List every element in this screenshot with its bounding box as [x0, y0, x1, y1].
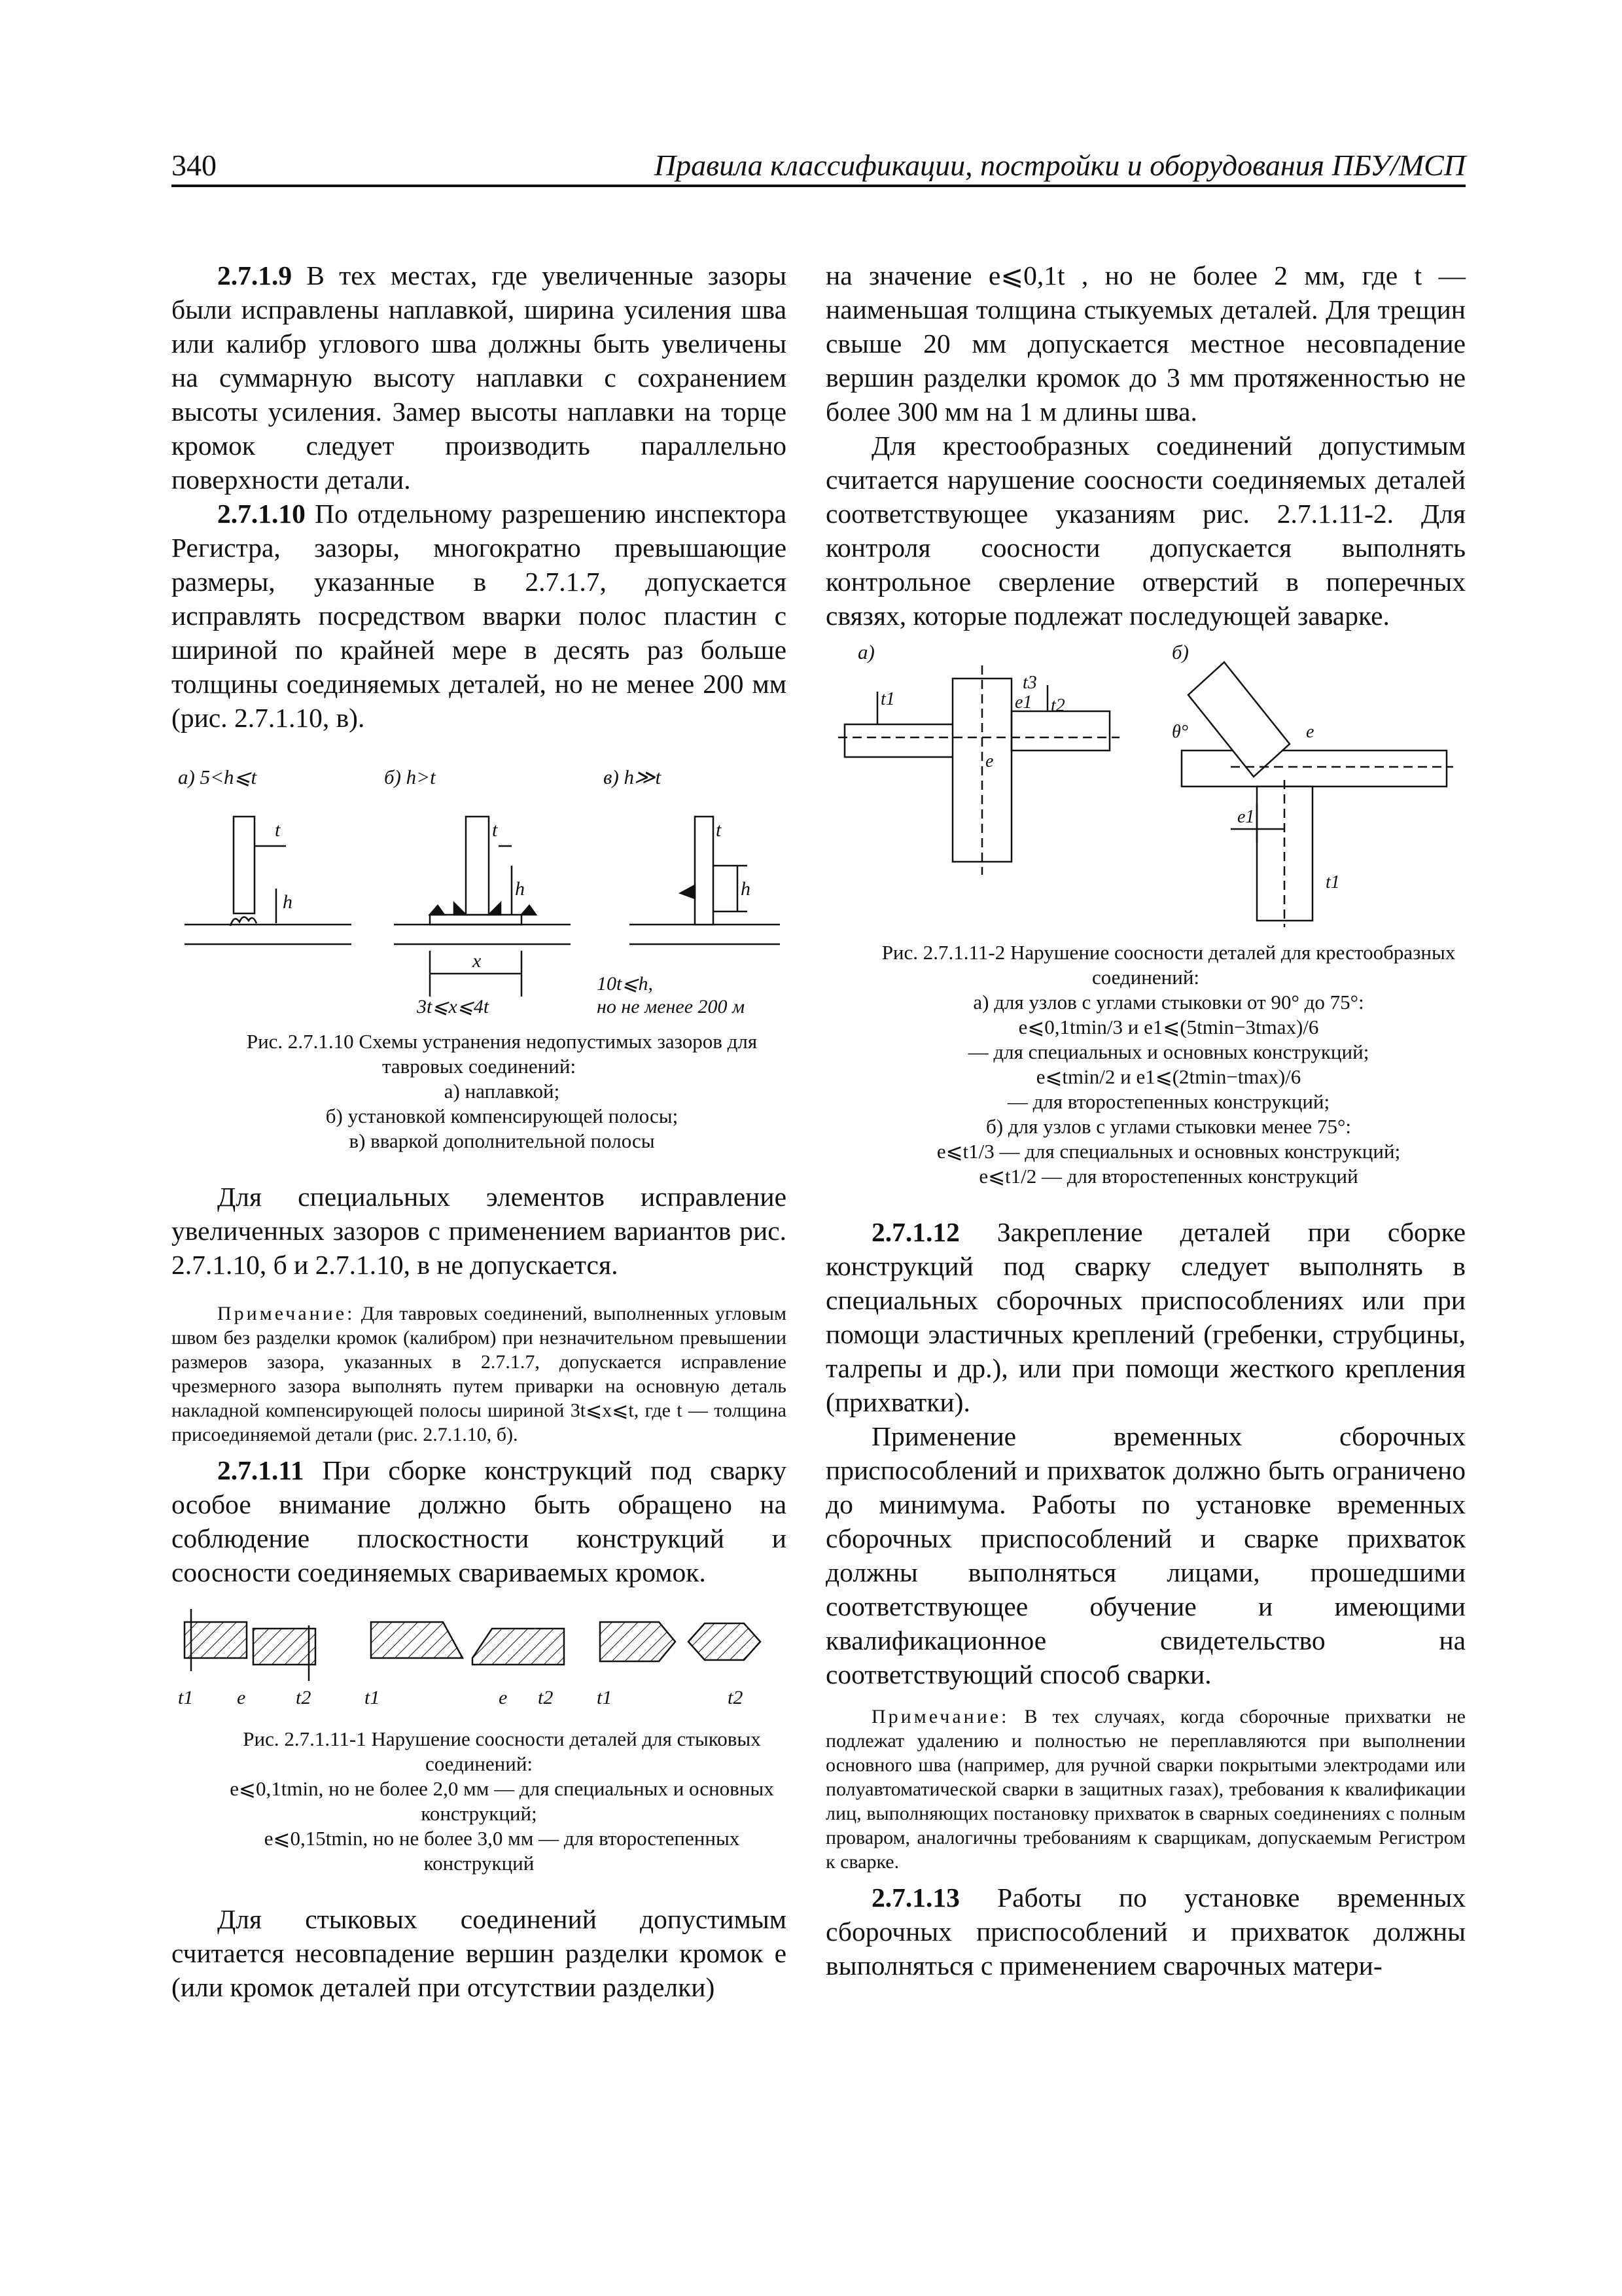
figure-caption-item: e⩽tmin/2 и e1⩽(2tmin−tmax)/6: [1036, 1065, 1301, 1088]
paragraph-2-7-1-13: [826, 1881, 1466, 1983]
figure-2-7-1-10: [171, 754, 786, 1016]
fig-label-a: а): [858, 641, 875, 663]
dim-t: t: [716, 819, 722, 841]
note: [171, 1301, 786, 1447]
note: [826, 1704, 1466, 1874]
dim-t1: t1: [1326, 872, 1340, 892]
figure-caption-item: а) наплавкой;: [444, 1080, 560, 1103]
dim-t2: t2: [538, 1687, 554, 1708]
figure-caption-item: e⩽t1/2 — для второстепенных конструкций: [979, 1165, 1358, 1188]
dim-x: x: [472, 950, 482, 972]
paragraph-text: Применение временных сборочных приспособлений и прихваток должно быть ограничено до минимума. Работы по установке временных сборочных приспособлений и сварке прихваток должны выполняться лицами, прошедшими соответствующее обучение и имеющими квалификационное свидетельство на соответствующий способ сварки.: [826, 1421, 1466, 1689]
paragraph-text: По отдельному разрешению инспектора Регистра, зазоры, многократно превышающие размеры, указанные в 2.7.1.7, допускается исправлять посредством вварки полос пластин с шириной по крайней мере в десять раз больше толщины соединяемых деталей, но не менее 200 мм (рис. 2.7.1.10, в).: [171, 499, 786, 733]
figure-caption-item: а) для узлов с углами стыковки от 90° до 75°:: [973, 991, 1364, 1014]
dim-e: e: [499, 1687, 508, 1708]
figure-caption-item: б) установкой компенсирующей полосы;: [325, 1104, 679, 1127]
condition-c1: 10t⩽h,: [597, 973, 653, 995]
section-number: 2.7.1.11: [217, 1455, 304, 1485]
paragraph-text: Для специальных элементов исправление увеличенных зазоров с применением вариантов рис. 2.7.1.10, б и 2.7.1.10, в не допускается.: [171, 1182, 786, 1280]
fig-label-b: б) h>t: [384, 766, 436, 788]
paragraph-text: Для стыковых соединений допустимым считается несовпадение вершин разделки кромок e (или кромок деталей при отсутствии разделки): [171, 1904, 786, 2002]
figure-caption: Рис. 2.7.1.11-2 Нарушение соосности деталей для крестообразных соединений:: [881, 941, 1456, 989]
dim-t1: t1: [364, 1687, 380, 1708]
condition-b: 3t⩽x⩽4t: [417, 996, 489, 1016]
paragraph-text: на значение e⩽0,1t , но не более 2 мм, где t — наименьшая толщина стыкуемых деталей. Для трещин свыше 20 мм допускается местное несовпадение вершин разделки кромок до 3 мм протяженностью не более 300 мм на 1 м длины шва.: [826, 260, 1466, 427]
dim-e1: e1: [1015, 692, 1032, 713]
page-header: [171, 144, 1466, 187]
dim-t2: t2: [728, 1687, 743, 1708]
note-label: Примечание:: [872, 1706, 1010, 1727]
note-text: Для тавровых соединений, выполненных угловым швом без разделки кромок (калибром) при незначительном превышении размеров зазора, указанных в 2.7.1.7, допускается исправление чрезмерного зазора выполнять путем приварки на основную деталь накладной компенсирующей полосы шириной 3t⩽x⩽t, где t — толщина присоединяемой детали (рис. 2.7.1.10, б).: [171, 1303, 786, 1445]
section-number: 2.7.1.10: [217, 499, 306, 529]
paragraph-text: Работы по установке временных сборочных приспособлений и прихваток должны выполняться с применением сварочных матери-: [826, 1882, 1466, 1981]
dim-e: e: [237, 1687, 246, 1708]
dim-e: e: [985, 751, 994, 771]
dim-t1: t1: [881, 689, 895, 709]
paragraph-2-7-1-11: [171, 1453, 786, 1589]
figure-caption-item: в) вваркой дополнительной полосы: [349, 1129, 655, 1152]
running-title: Правила классификации, постройки и оборудования ПБУ/МСП: [654, 149, 1466, 182]
dim-t2: t2: [296, 1687, 311, 1708]
dim-t2: t2: [1051, 696, 1065, 716]
section-number: 2.7.1.12: [872, 1217, 960, 1247]
figure-caption-item: — для второстепенных конструкций;: [1007, 1090, 1330, 1113]
note-label: Примечание:: [217, 1303, 355, 1324]
angle-theta: θ°: [1172, 722, 1188, 742]
dim-t1: t1: [178, 1687, 194, 1708]
dim-t: t: [275, 819, 281, 841]
dim-e1: e1: [1237, 807, 1255, 827]
figure-2-7-1-11-1: [171, 1609, 786, 1714]
figure-caption: Рис. 2.7.1.10 Схемы устранения недопустимых зазоров для тавровых соединений:: [246, 1030, 758, 1078]
dim-t: t: [492, 819, 498, 841]
dim-h: h: [283, 891, 292, 913]
paragraph-text: При сборке конструкций под сварку особое внимание должно быть обращено на соблюдение плоскостности конструкций и соосности соединяемых свариваемых кромок.: [171, 1455, 786, 1587]
paragraph-2-7-1-9: [171, 258, 786, 497]
dim-t3: t3: [1023, 673, 1037, 693]
paragraph-text: Для крестообразных соединений допустимым считается нарушение соосности соединяемых деталей соответствующее указаниям рис. 2.7.1.11-2. Для контроля соосности допускается выполнять контрольное сверление отверстий в поперечных связях, которые подлежат последующей заварке.: [826, 431, 1466, 631]
paragraph-text: Закрепление деталей при сборке конструкций под сварку следует выполнять в специальных сборочных приспособлениях или при помощи эластичных креплений (гребенки, струбцины, талрепы и др.), или при помощи жесткого крепления (прихватки).: [826, 1217, 1466, 1417]
fig-label-b: б): [1172, 641, 1189, 663]
figure-caption-item: б) для узлов с углами стыковки менее 75°:: [986, 1115, 1351, 1138]
dim-h: h: [515, 878, 525, 900]
fig-label-c: в) h≫t: [603, 766, 661, 788]
section-number: 2.7.1.13: [872, 1882, 960, 1913]
figure-caption: Рис. 2.7.1.11-1 Нарушение соосности деталей для стыковых соединений:: [243, 1727, 761, 1775]
paragraph-2-7-1-12: [826, 1215, 1466, 1419]
paragraph-2-7-1-10: [171, 497, 786, 735]
fig-label-a: а) 5<h⩽t: [178, 766, 257, 788]
left-column: [171, 258, 786, 2004]
note-text: В тех случаях, когда сборочные прихватки не подлежат удалению и полностью не переплавляются при выполнении основного шва (например, для ручной сварки покрытыми электродами или полуавтоматической сварки в защитных газах), требования к квалификации лиц, выполняющих постановку прихваток в сварных соединениях с полным проваром, аналогичны требованиям к сварщикам, допускаемым Регистром к сварке.: [826, 1706, 1466, 1873]
page-number: 340: [171, 149, 217, 182]
figure-caption-item: e⩽0,15tmin, но не более 3,0 мм — для второстепенных конструкций: [264, 1827, 740, 1875]
figure-caption-item: e⩽0,1tmin, но не более 2,0 мм — для специальных и основных конструкций;: [230, 1777, 774, 1825]
figure-caption-item: — для специальных и основных конструкций;: [968, 1040, 1369, 1063]
condition-c2: но не менее 200 м: [597, 996, 745, 1016]
dim-e: e: [1306, 722, 1314, 742]
section-number: 2.7.1.9: [217, 260, 292, 291]
dim-h: h: [741, 878, 750, 900]
figure-caption-item: e⩽t1/3 — для специальных и основных конструкций;: [936, 1140, 1401, 1163]
right-column: [826, 258, 1466, 1983]
paragraph-text: В тех местах, где увеличенные зазоры были исправлены наплавкой, ширина усиления шва или калибр углового шва должны быть увеличены на суммарную высоту наплавки с сохранением высоты усиления. Замер высоты наплавки на торце кромок следует производить параллельно поверхности детали.: [171, 260, 786, 495]
dim-t1: t1: [597, 1687, 612, 1708]
figure-2-7-1-11-2: [838, 639, 1453, 927]
figure-caption-item: e⩽0,1tmin/3 и e1⩽(5tmin−3tmax)/6: [1018, 1016, 1319, 1038]
